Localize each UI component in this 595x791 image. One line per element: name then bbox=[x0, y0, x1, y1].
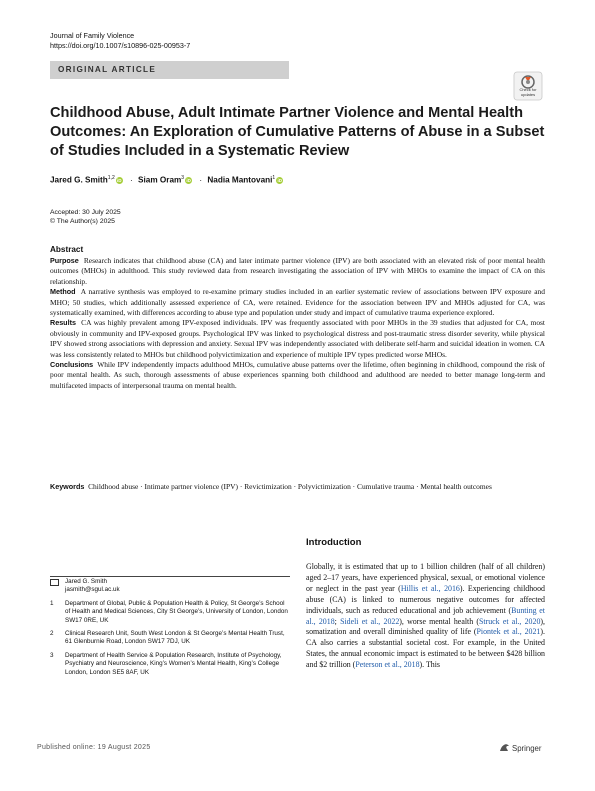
citation-link[interactable]: Piontek et al., 2021 bbox=[476, 627, 541, 637]
correspondence-email[interactable]: jasmith@sgul.ac.uk bbox=[65, 586, 120, 594]
introduction-text: ), worse mental health ( bbox=[399, 616, 479, 626]
abstract-section bbox=[50, 360, 545, 391]
affiliation bbox=[50, 652, 290, 677]
publisher-name: Springer bbox=[512, 744, 542, 753]
footnote-divider bbox=[50, 576, 290, 577]
abstract-section-label: Purpose bbox=[50, 256, 79, 265]
journal-header bbox=[50, 31, 190, 51]
doi-link[interactable]: https://doi.org/10.1007/s10896-025-00953-7 bbox=[50, 41, 191, 50]
keywords-label: Keywords bbox=[50, 482, 85, 491]
springer-horse-icon bbox=[499, 743, 510, 752]
orcid-icon[interactable]: iD bbox=[277, 177, 282, 183]
introduction-text: ; bbox=[334, 616, 341, 626]
abstract-section-text: Research indicates that childhood abuse (CA) and later intimate partner violence (IPV) are both associated with an elevated risk of poor mental health outcomes (MHOs) in adulthood. This study reviewed data from research investigating the association of IPV with MHOs to examine the impact of CA on this relationship. bbox=[50, 256, 545, 286]
abstract-section-text: A narrative synthesis was employed to re-examine primary studies included in an earlier systematic review of associations between IPV exposure and MHO; 50 studies, which additionally assessed experience of CA, were retained. Evidence for the association between IPV and MHOs adjusted for CA, was systematically examined, with differences according to abuse type and population under study and impact of cumulative trauma experience explored. bbox=[50, 287, 545, 318]
keywords bbox=[50, 482, 545, 492]
author-affiliation-ref: 3 bbox=[181, 175, 185, 181]
affiliation bbox=[50, 600, 290, 625]
introduction-text: ), somatization and overall diminished quality of life ( bbox=[306, 616, 545, 637]
article-type-banner bbox=[50, 61, 289, 79]
citation-link[interactable]: Sideli et al., 2022 bbox=[340, 616, 400, 626]
author-name[interactable]: Nadia Mantovani bbox=[207, 175, 273, 185]
introduction-text: ). Experiencing childhood abuse (CA) is linked to numerous negative outcomes for affected individuals, such as reduced educational and job achievement ( bbox=[306, 583, 546, 615]
abstract-section-text: While IPV independently impacts adulthood MHOs, cumulative abuse patterns over the lifetime, often beginning in childhood, compound the risk of poor mental health. As such, thorough assessments of abuse experiences spanning both childhood and adulthood are needed to better manage long-term and multifaceted impacts of interpersonal trauma on mental health. bbox=[50, 360, 545, 390]
abstract-body bbox=[50, 256, 545, 391]
article-type-label: ORIGINAL ARTICLE bbox=[58, 65, 157, 74]
author-affiliation-ref: 1 bbox=[272, 175, 276, 181]
citation-link[interactable]: Bunting et al., 2018 bbox=[306, 605, 545, 626]
accepted-date: Accepted: 30 July 2025 bbox=[50, 209, 121, 216]
abstract-section bbox=[50, 256, 545, 287]
affiliation-number: 2 bbox=[50, 630, 54, 638]
orcid-icon[interactable]: iD bbox=[117, 177, 122, 183]
correspondence-name: Jared G. Smith bbox=[65, 578, 107, 585]
check-for-updates-label: Check for updates bbox=[519, 87, 537, 97]
author-name[interactable]: Jared G. Smith bbox=[50, 175, 108, 185]
abstract-section bbox=[50, 318, 545, 360]
abstract-section-label: Conclusions bbox=[50, 360, 94, 370]
author-separator: · bbox=[130, 175, 133, 185]
author-list bbox=[50, 175, 285, 185]
keywords-text: Childhood abuse · Intimate partner violence (IPV) · Revictimization · Polyvictimization · Cumulative trauma · Mental health outcomes bbox=[88, 482, 492, 491]
correspondence bbox=[50, 578, 290, 595]
orcid-icon[interactable]: iD bbox=[186, 177, 191, 183]
introduction-text: ). This bbox=[419, 660, 440, 670]
abstract-section-text: CA was highly prevalent among IPV-exposed individuals. IPV was frequently associated with poor MHOs in the 39 studies that adjusted for CA, most obviously in community and IPV-exposed groups. Psychological IPV was linked to psychological distress and post-traumatic stress disorder severity, while physical IPV showed strong associations with depression and anxiety. Sexual IPV was independently associated with deliberate self-harm and suicidal ideation in women. CA was less consistently related to MHOs but childhood polyvictimization and experience of multiple IPV types predicted worse MHOs. bbox=[50, 318, 545, 359]
article-title: Childhood Abuse, Adult Intimate Partner Violence and Mental Health Outcomes: An Exploration of Cumulative Patterns of Abuse in a Subset of Studies Included in a Systematic Review bbox=[50, 105, 545, 159]
article-dates bbox=[50, 208, 121, 226]
introduction-body bbox=[306, 562, 545, 671]
author-separator: · bbox=[199, 175, 203, 185]
abstract-section bbox=[50, 287, 545, 318]
author-affiliation-ref: 1,2 bbox=[107, 175, 115, 181]
affiliation-number: 3 bbox=[50, 651, 54, 659]
introduction-text: ). CA also carries a substantial societal cost. For example, in the United States, the annual economic impact is estimated to be between $428 billion and $2 trillion ( bbox=[306, 627, 545, 670]
journal-name: Journal of Family Violence bbox=[50, 31, 135, 40]
publisher-logo bbox=[499, 743, 541, 753]
affiliation-number: 1 bbox=[50, 599, 54, 607]
affiliation-text: Department of Global, Public & Population Health & Policy, St George’s School of Health and Medical Sciences, City St George’s, University of London, London SW17 0RE, UK bbox=[65, 599, 288, 624]
citation-link[interactable]: Hillis et al., 2016 bbox=[400, 583, 460, 593]
affiliation-text: Department of Health Service & Population Research, Institute of Psychology, Psychiatry and Neuroscience, King’s Women’s Mental Health, King’s College London, London SE5 8AF, UK bbox=[65, 651, 282, 676]
footnotes bbox=[50, 578, 290, 682]
citation-link[interactable]: Peterson et al., 2018 bbox=[355, 660, 420, 670]
affiliation-text: Clinical Research Unit, South West London & St George’s Mental Health Trust, 61 Glenburnie Road, London SW17 7DJ, UK bbox=[65, 630, 285, 646]
abstract-heading: Abstract bbox=[50, 245, 84, 254]
envelope-icon bbox=[50, 579, 59, 586]
abstract-section-label: Method bbox=[50, 287, 76, 297]
published-online-date: Published online: 19 August 2025 bbox=[37, 744, 151, 751]
affiliation bbox=[50, 630, 290, 647]
citation-link[interactable]: Struck et al., 2020 bbox=[479, 616, 541, 626]
introduction-text: Globally, it is estimated that up to 1 billion children (half of all children) aged 2–17 years, have experienced physical, sexual, or emotional violence or neglect in the past year ( bbox=[306, 562, 545, 593]
introduction-heading: Introduction bbox=[306, 537, 362, 548]
copyright-notice: © The Author(s) 2025 bbox=[50, 218, 115, 225]
abstract-section-label: Results bbox=[50, 318, 76, 328]
author-name[interactable]: Siam Oram bbox=[138, 175, 182, 185]
